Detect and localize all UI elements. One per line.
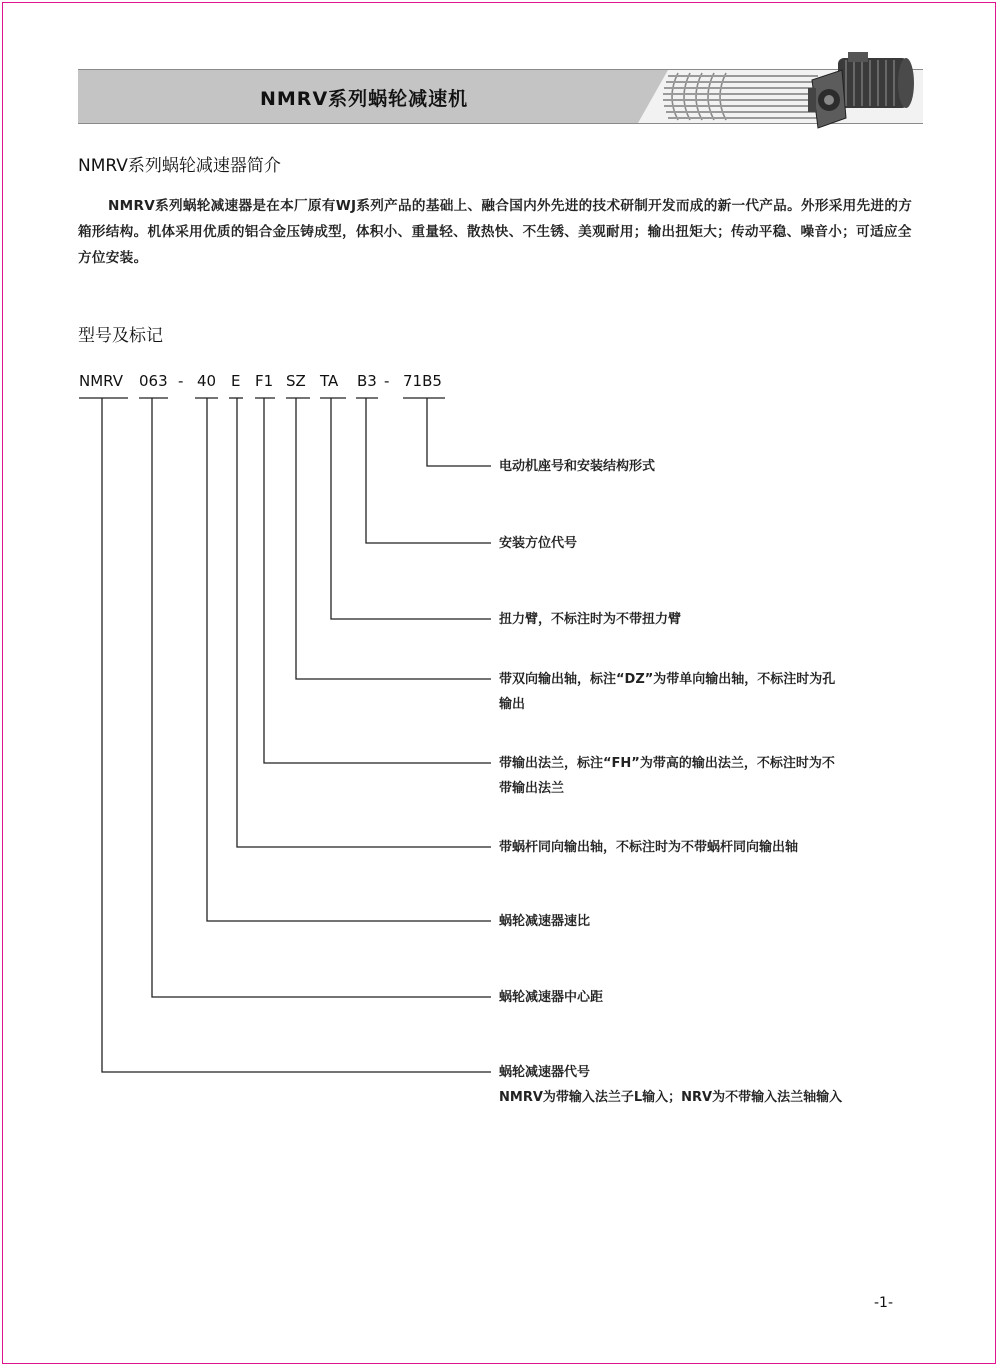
code-center-distance: 063 (139, 372, 168, 390)
desc-reducer-code (499, 1060, 842, 1110)
desc-center-distance (499, 985, 603, 1010)
desc-worm-shaft (499, 835, 798, 860)
desc-line: 安装方位代号 (499, 536, 578, 551)
desc-line: 蜗轮减速器速比 (499, 914, 591, 929)
desc-line: 带输出法兰 (499, 781, 565, 796)
code-sz: SZ (286, 372, 306, 390)
desc-torque-arm (499, 607, 681, 632)
desc-motor-frame (499, 454, 655, 479)
desc-line: 带蜗杆同向输出轴，不标注时为不带蜗杆同向输出轴 (499, 840, 799, 855)
desc-line: 电动机座号和安装结构形式 (499, 459, 656, 474)
code-f1: F1 (255, 372, 274, 390)
desc-line: 带输出法兰，标注“FH”为带高的输出法兰，不标注时为不 (499, 756, 835, 771)
code-b3: B3 (357, 372, 377, 390)
code-dash-2: - (384, 372, 390, 390)
desc-line: 扭力臂，不标注时为不带扭力臂 (499, 612, 682, 627)
code-ta: TA (320, 372, 339, 390)
desc-mounting-position (499, 531, 577, 556)
code-e: E (231, 372, 241, 390)
header-title: NMRV系列蜗轮减速机 (260, 88, 469, 110)
code-nmrv: NMRV (79, 372, 124, 390)
desc-line: 蜗轮减速器中心距 (499, 990, 604, 1005)
desc-line: NMRV为带输入法兰子L输入；NRV为不带输入法兰轴输入 (499, 1090, 843, 1105)
desc-ratio (499, 909, 590, 934)
desc-line: 蜗轮减速器代号 (499, 1065, 591, 1080)
code-ratio: 40 (197, 372, 217, 390)
desc-output-shaft (499, 667, 835, 717)
code-motor: 71B5 (403, 372, 442, 390)
model-heading: 型号及标记 (78, 326, 163, 346)
desc-line: 带双向输出轴，标注“DZ”为带单向输出轴，不标注时为孔 (499, 672, 836, 687)
desc-output-flange (499, 751, 835, 801)
intro-heading: NMRV系列蜗轮减速器简介 (78, 156, 281, 176)
intro-paragraph: NMRV系列蜗轮减速器是在本厂原有WJ系列产品的基础上、融合国内外先进的技术研制开发而成的新一代产品。外形采用先进的方箱形结构。机体采用优质的铝合金压铸成型，体积小、重量轻、散热快、不生锈、美观耐用；输出扭矩大；传动平稳、噪音小；可适应全方位安装。 (78, 198, 913, 266)
page-number: -1- (874, 1295, 894, 1311)
desc-line: 输出 (499, 697, 526, 712)
code-dash-1: - (178, 372, 184, 390)
